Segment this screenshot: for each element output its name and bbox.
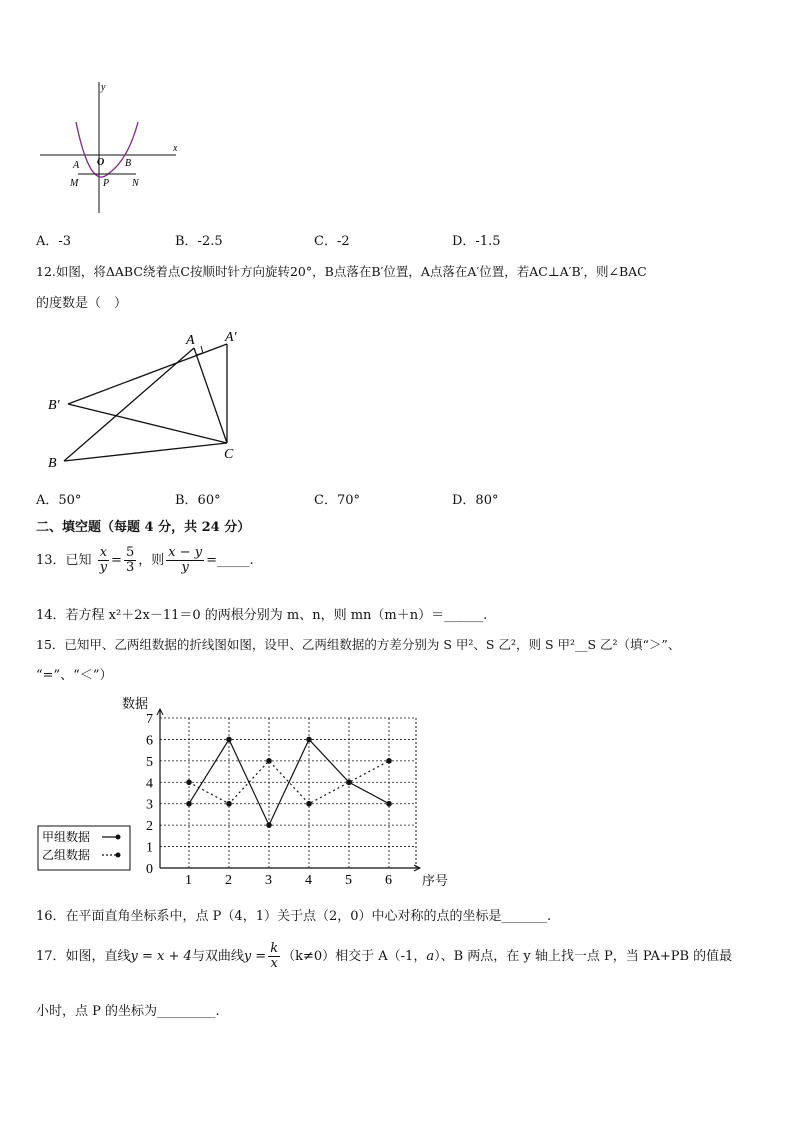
y-tick-label: 3 <box>146 797 153 813</box>
chart-y-label: 数据 <box>122 696 149 711</box>
q12-option-d: D．80° <box>452 493 499 508</box>
data-point-yi <box>266 758 272 764</box>
fraction-k-over-x: $\frac{k}{x}$ <box>270 941 279 971</box>
x-tick-label: 6 <box>385 873 392 888</box>
line-equation: y = x + 4 <box>130 949 192 964</box>
y-tick-label: 6 <box>146 733 153 749</box>
label-m: M <box>70 178 79 189</box>
data-point-jia <box>306 737 312 743</box>
legend-yi-label: 乙组数据 <box>42 848 91 862</box>
q14: 14．若方程 x²＋2x－11＝0 的两根分别为 m、n，则 mn（m＋n）＝______. <box>36 608 488 623</box>
legend-yi-marker <box>116 853 121 858</box>
label-x: x <box>173 143 178 154</box>
x-tick-label: 1 <box>185 873 192 888</box>
x-tick-label: 4 <box>305 873 312 888</box>
label-b: B <box>125 158 132 169</box>
q11-option-c: C．-2 <box>314 234 350 249</box>
q15-line1: 15．已知甲、乙两组数据的折线图如图，设甲、乙两组数据的方差分别为 S 甲²、S 乙²，则 S 甲²__S 乙²（填“＞”、 <box>36 637 681 652</box>
data-point-jia <box>186 801 192 807</box>
q16: 16．在平面直角坐标系中，点 P（4，1）关于点（2，0）中心对称的点的坐标是_______. <box>36 909 552 924</box>
q11-option-a: A．-3 <box>36 234 72 249</box>
fraction-x-minus-y-over-y: $\frac{x - y}{y}$ <box>168 545 203 575</box>
label-p: P <box>103 178 110 189</box>
q15-line2: “=”、“＜”） <box>36 668 113 683</box>
q12-option-a: A．50° <box>36 493 82 508</box>
label-b-prime: B′ <box>48 398 60 413</box>
q11-option-b: B．-2.5 <box>175 234 223 249</box>
x-tick-label: 5 <box>345 873 352 888</box>
x-tick-label: 2 <box>225 873 232 888</box>
parabola-figure <box>36 78 186 218</box>
series-line-jia <box>189 739 389 825</box>
label-n: N <box>132 178 139 189</box>
label-y: y <box>101 82 106 93</box>
q13: 13．已知 $\frac{x}{y}$ = $\frac{5}{3}$ ，则 $\frac{x - y}{y}$ =_____. <box>36 545 254 575</box>
y-tick-label: 4 <box>146 776 153 792</box>
legend-jia-marker <box>116 835 121 840</box>
section-heading: 二、填空题（每题 4 分，共 24 分） <box>36 520 251 535</box>
data-point-jia <box>226 737 232 743</box>
q13-answer-blank: =_____. <box>206 553 254 568</box>
data-point-jia <box>266 822 272 828</box>
line-chart <box>36 692 456 890</box>
fraction-x-over-y: $\frac{x}{y}$ <box>99 545 108 575</box>
y-tick-label: 0 <box>146 862 153 877</box>
q17-line1: 17．如图，直线y = x + 4与双曲线y = $\frac{k}{x}$ （k≠0）相交于 A（-1，a）、B 两点，在 y 轴上找一点 P，当 PA+PB 的值最 <box>36 941 733 971</box>
chart-legend <box>38 826 130 870</box>
data-point-yi <box>186 779 192 785</box>
triangle-figure <box>44 326 244 474</box>
q13-prefix: 13．已知 <box>36 553 92 568</box>
q12-text-line1: 12.如图，将ΔABC绕着点C按顺时针方向旋转20°，B点落在B′位置，A点落在A′位置，若AC⊥A′B′，则∠BAC <box>36 264 647 279</box>
label-o: O <box>97 157 105 168</box>
q11-option-d: D．-1.5 <box>452 234 501 249</box>
label-a-prime: A′ <box>225 330 237 345</box>
label-b: B <box>48 456 57 471</box>
label-c: C <box>224 447 234 462</box>
q12-text-line2: 的度数是（ ） <box>36 296 128 311</box>
y-tick-label: 5 <box>146 754 153 770</box>
label-a: A <box>73 160 80 171</box>
y-tick-label: 7 <box>146 712 153 727</box>
data-point-yi <box>386 758 392 764</box>
data-point-yi <box>226 801 232 807</box>
data-point-yi <box>346 779 352 785</box>
q12-option-b: B．60° <box>175 493 221 508</box>
y-tick-label: 1 <box>146 840 153 856</box>
fraction-5-over-3: $\frac{5}{3}$ <box>125 545 135 575</box>
label-a: A <box>186 333 195 348</box>
q12-option-c: C．70° <box>314 493 360 508</box>
data-point-yi <box>306 801 312 807</box>
chart-x-label: 序号 <box>422 873 449 888</box>
y-tick-label: 2 <box>146 819 153 835</box>
legend-jia-label: 甲组数据 <box>42 830 91 844</box>
data-point-jia <box>386 801 392 807</box>
q17-line2: 小时，点 P 的坐标为_________. <box>36 1004 220 1019</box>
x-tick-label: 3 <box>265 873 272 888</box>
